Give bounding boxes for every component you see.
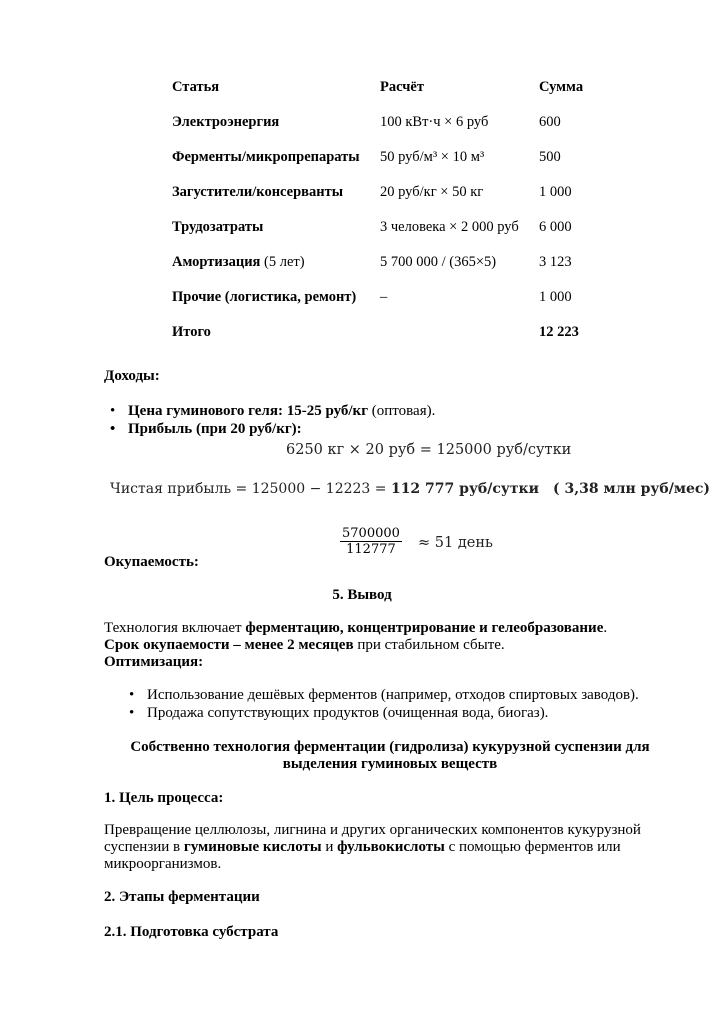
conclusion-text: . <box>603 620 608 636</box>
price-note: (оптовая). <box>368 403 436 419</box>
list-item: • Прибыль (при 20 руб/кг): <box>128 421 302 438</box>
table-row <box>172 175 599 210</box>
payback-summary-emphasis: Срок окупаемости – менее 2 месяцев <box>104 637 354 653</box>
table-cell-calc: 100 кВт·ч × 6 руб <box>380 114 489 130</box>
subheading: 1. Цель процесса: <box>104 790 224 806</box>
table-header-row <box>172 70 599 105</box>
table-cell-item: Загустители/консерванты <box>172 184 344 200</box>
table-cell-item: Электроэнергия <box>172 114 280 130</box>
table-cell-sum: 500 <box>539 149 561 165</box>
payback-label: Окупаемость: <box>104 554 199 570</box>
fraction-denominator: 112777 <box>346 542 396 557</box>
income-heading: Доходы: <box>104 368 160 384</box>
item-extra: (5 лет) <box>260 254 305 270</box>
fraction-numerator: 5700000 <box>342 526 400 541</box>
section-heading: 5. Вывод <box>332 587 392 603</box>
table-cell-calc: – <box>380 289 388 305</box>
table-row <box>172 280 599 315</box>
column-header: Сумма <box>539 79 584 95</box>
paragraph-emphasis: фульвокислоты <box>337 839 445 855</box>
payback-result: ≈ 51 день <box>418 535 493 551</box>
section-title <box>100 739 680 773</box>
table-cell-item: Прочие (логистика, ремонт) <box>172 289 357 305</box>
table-total-row <box>172 315 599 350</box>
formula-daily-income: 6250 кг × 20 руб = 125000 руб/сутки <box>286 442 572 458</box>
paragraph-emphasis: гуминовые кислоты <box>183 839 322 855</box>
payback-summary <box>104 637 505 654</box>
table-row <box>172 105 599 140</box>
list-item <box>128 403 435 420</box>
subheading: 2.1. Подготовка субстрата <box>104 924 279 940</box>
table-cell-calc: 3 человека × 2 000 руб <box>380 219 519 235</box>
table-cell-calc: 20 руб/кг × 50 кг <box>380 184 484 200</box>
table-cell-sum: 3 123 <box>539 254 572 270</box>
paragraph-text: с помощью ферментов или микроорганизмов. <box>104 839 621 872</box>
table-row <box>172 210 599 245</box>
table-cell-calc <box>380 315 539 350</box>
column-header: Статья <box>172 79 220 95</box>
table-cell-calc: 50 руб/м³ × 10 м³ <box>380 149 485 165</box>
table-cell-item: Трудозатраты <box>172 219 264 235</box>
table-cell-item: Ферменты/микропрепараты <box>172 149 360 165</box>
section-title-line: выделения гуминовых веществ <box>282 756 498 772</box>
price-label: Цена гуминового геля: 15-25 руб/кг <box>128 403 369 419</box>
subheading: 2. Этапы ферментации <box>104 889 260 905</box>
table-cell-sum: 1 000 <box>539 289 572 305</box>
cost-table <box>172 70 599 350</box>
paragraph-text: Превращение целлюлозы, лигнина и других органических компонентов кукурузной суспензии в <box>104 822 641 855</box>
payback-summary-text: при стабильном сбыте. <box>353 637 505 653</box>
list-item: • Использование дешёвых ферментов (например, отходов спиртовых заводов). <box>147 687 639 704</box>
formula-monthly-profit: ( 3,38 млн руб/мес) <box>553 481 711 497</box>
conclusion-text: Технология включает <box>104 620 246 636</box>
table-cell-sum: 12 223 <box>539 324 579 340</box>
item-label: Амортизация <box>172 254 261 270</box>
section-title-line: Собственно технология ферментации (гидролиза) кукурузной суспензии для <box>130 739 650 755</box>
formula-net-profit-expr: Чистая прибыль = 125000 − 12223 = <box>110 481 391 497</box>
table-cell-item: Итого <box>172 324 211 340</box>
table-cell-sum: 1 000 <box>539 184 572 200</box>
formula-net-profit-value: 112 777 руб/сутки <box>390 481 540 497</box>
table-row <box>172 140 599 175</box>
process-description <box>104 822 684 873</box>
table-cell-calc: 5 700 000 / (365×5) <box>380 254 497 270</box>
table-cell-item <box>172 245 380 280</box>
list-item: • Продажа сопутствующих продуктов (очищенная вода, биогаз). <box>147 705 548 722</box>
table-row <box>172 245 599 280</box>
conclusion-emphasis: ферментацию, концентрирование и гелеобразование <box>245 620 604 636</box>
paragraph-text: и <box>321 839 338 855</box>
conclusion-line <box>104 620 607 637</box>
table-cell-sum: 6 000 <box>539 219 572 235</box>
column-header: Расчёт <box>380 79 424 95</box>
formula-net-profit <box>110 481 710 497</box>
payback-fraction <box>340 526 402 557</box>
table-cell-sum: 600 <box>539 114 561 130</box>
optimization-label: Оптимизация: <box>104 654 204 670</box>
